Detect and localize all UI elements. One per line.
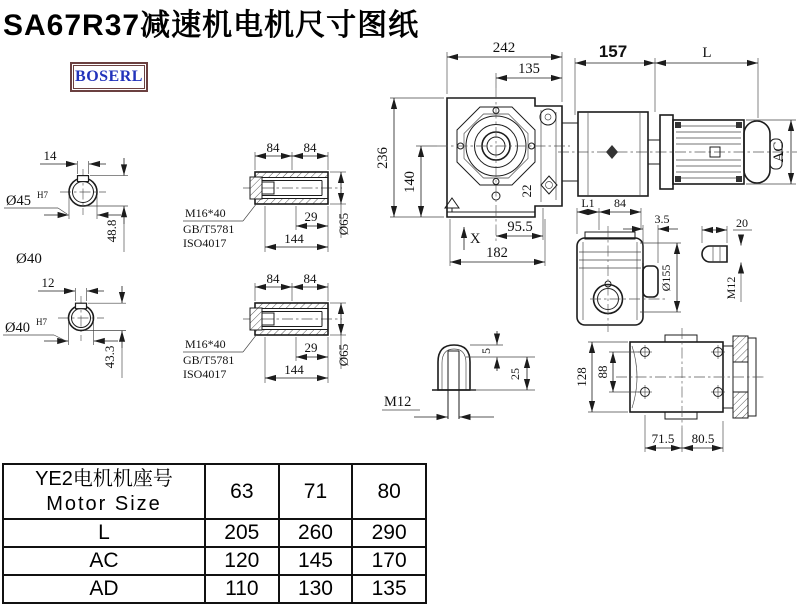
row-label-L: L [3,519,205,547]
label-hollow1-std2: ISO4017 [183,236,227,250]
dim-tip-cap: 5 [479,348,493,354]
dim-front-foot-a: 95.5 [507,219,533,235]
table-row-AD [3,575,426,603]
dim-hollow2-seg1: 84 [266,271,280,286]
shaft-end-detail-drawing [382,331,535,419]
value-AD-63: 110 [205,575,279,603]
label-hollow1-std1: GB/T5781 [183,222,235,236]
outer-diameter-label: Ø40 [16,251,42,267]
table-size-80: 80 [352,464,426,519]
dim-hollow2-length: 144 [284,362,304,377]
dim-key-width-45: 14 [43,148,57,163]
dim-top-foot-a: 71.5 [651,431,675,446]
value-AC-63: 120 [205,547,279,575]
dim-motor-dia: AC [771,141,787,163]
hollow-shaft-top-drawing [183,140,351,252]
dim-bore-40: Ø40 [5,320,30,336]
table-row-AC [3,547,426,575]
dim-top-h: 128 [574,367,589,387]
label-hollow1-bolt: M16*40 [185,206,226,220]
dim-front-foot-b: 182 [486,245,508,261]
dim-hollow1-length: 144 [284,231,304,246]
dim-motor-len: L [702,45,712,61]
dim-motor-gear-len: 157 [598,42,628,61]
label-hollow2-std1: GB/T5781 [183,353,235,367]
value-L-63: 205 [205,519,279,547]
dim-hollow1-recess: 29 [304,209,318,224]
table-header-label-en: Motor Size [46,492,162,515]
dim-lug-width: 20 [736,216,748,230]
value-AD-80: 135 [352,575,426,603]
dim-front-rib: 22 [519,184,534,198]
dim-lug-thread: M12 [724,276,738,300]
gearbox-front-view-drawing [375,40,570,266]
value-AC-71: 145 [279,547,353,575]
dim-front-overall-h: 236 [375,147,391,169]
row-label-AD: AD [3,575,205,603]
dim-key-width-40: 12 [41,275,55,290]
lug-detail-drawing [702,216,752,302]
hollow-shaft-bottom-drawing [183,271,351,383]
dim-tip-thread: M12 [384,394,412,410]
table-size-71: 71 [279,464,353,519]
dim-depth-48-8: 48.8 [104,219,119,243]
gearbox-side-view-drawing [577,196,681,332]
value-AC-80: 170 [352,547,426,575]
table-row-L [3,519,426,547]
value-L-80: 290 [352,519,426,547]
dim-bore-45: Ø45 [6,193,31,209]
dim-side-dia: Ø155 [659,264,673,292]
dim-hollow2-recess: 29 [304,340,318,355]
dim-bore-40-tol: H7 [36,317,47,327]
table-header-label-cell [3,464,205,519]
dim-side-l1: L1 [581,196,595,210]
brand-logo-text: BOSERL [75,68,143,85]
dim-tip-depth: 25 [508,368,522,380]
shaft-section-bottom-drawing [3,275,126,378]
table-header-label-cn: YE2电机机座号 [35,467,173,490]
dim-front-overall-w: 242 [492,40,516,56]
motor-side-view-drawing [558,42,797,196]
label-hollow2-std2: ISO4017 [183,367,227,381]
dim-depth-43-3: 43.3 [102,345,117,369]
dim-bore-45-tol: H7 [37,190,48,200]
gearbox-top-view-drawing [574,328,764,452]
dim-hollow2-seg2: 84 [303,271,317,286]
dim-side-gap: 3.5 [654,212,670,226]
value-L-71: 260 [279,519,353,547]
motor-size-table [2,463,427,604]
page-title: SA67R37减速机电机尺寸图纸 [3,9,420,42]
dim-hollow1-seg2: 84 [303,140,317,155]
shaft-section-top-drawing [4,148,128,252]
dim-hollow2-dia: Ø65 [336,343,351,367]
table-header-row [3,464,426,519]
dim-hollow1-dia: Ø65 [336,212,351,236]
dim-side-84: 84 [614,196,626,210]
value-AD-71: 130 [279,575,353,603]
label-front-x-mark: X [470,231,481,247]
dim-top-bolts: 88 [595,365,610,379]
dim-hollow1-seg1: 84 [266,140,280,155]
dim-front-center-h: 140 [402,171,418,193]
table-size-63: 63 [205,464,279,519]
label-hollow2-bolt: M16*40 [185,337,226,351]
dim-front-flange-w: 135 [518,61,540,77]
row-label-AC: AC [3,547,205,575]
dim-top-foot-b: 80.5 [691,431,715,446]
